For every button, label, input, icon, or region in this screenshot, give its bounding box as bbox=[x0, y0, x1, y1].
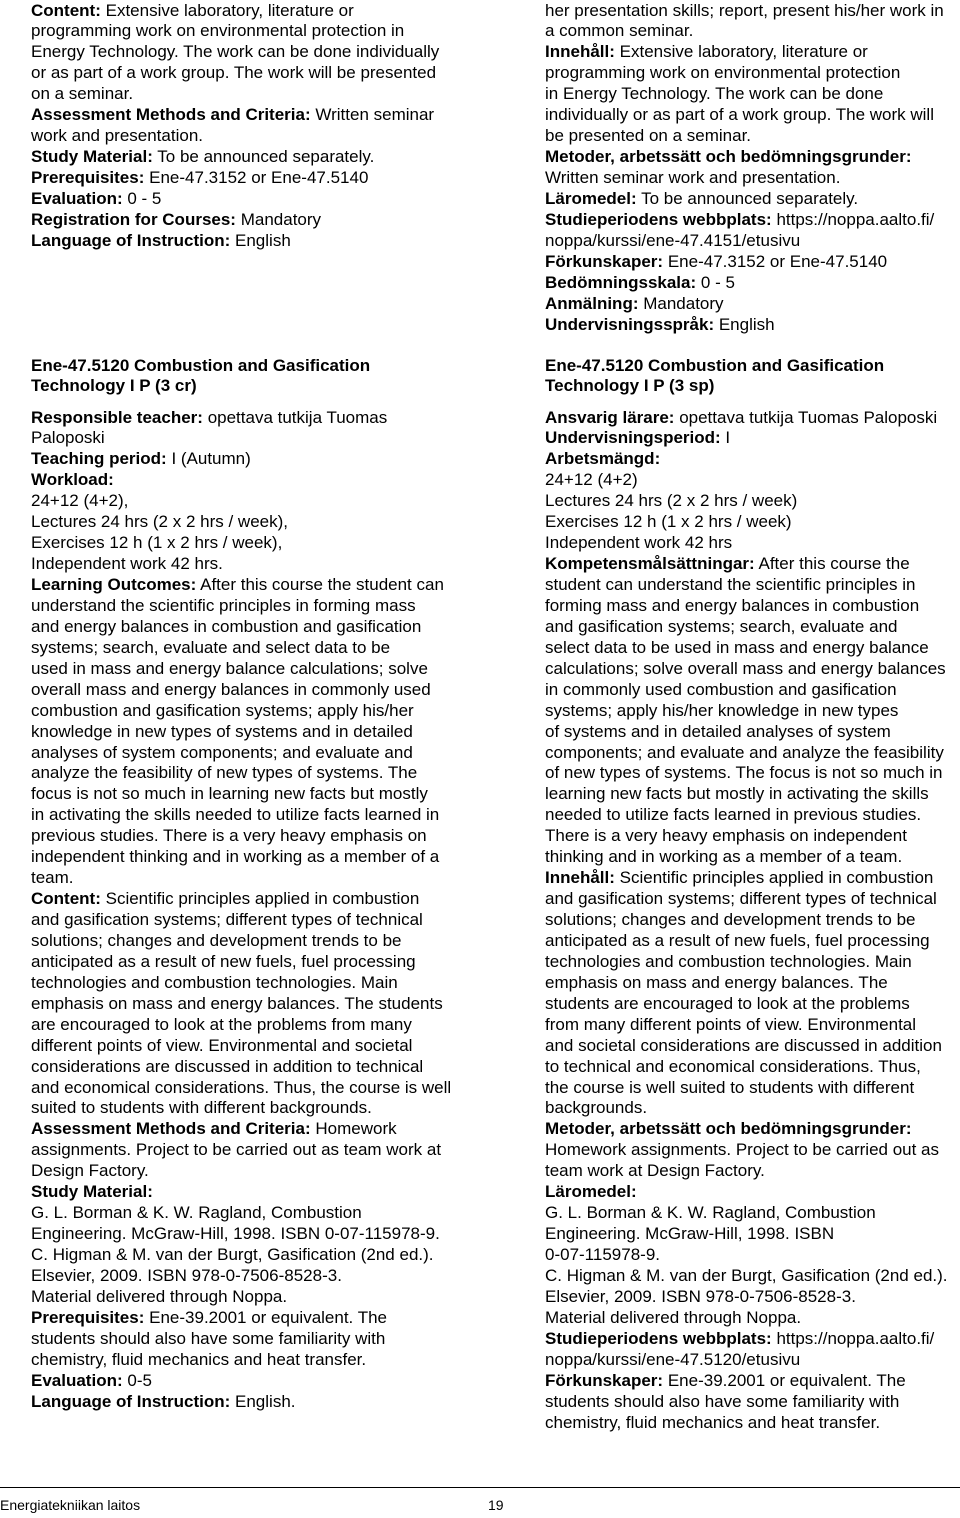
field-value: 0 - 5 bbox=[127, 188, 162, 208]
text-line: focus is not so much in learning new facts but mostly bbox=[31, 784, 428, 804]
text-line: Design Factory. bbox=[31, 1161, 149, 1181]
text-line: different points of view. Environmental and societal bbox=[31, 1035, 413, 1055]
field-label: Metoder, arbetssätt och bedömningsgrunder: bbox=[545, 147, 912, 167]
text-line bbox=[545, 868, 948, 889]
text-line bbox=[31, 168, 439, 189]
field-value: Extensive laboratory, literature or bbox=[619, 42, 868, 62]
text-line bbox=[31, 575, 451, 596]
text-line: thinking and in working as a member of a team. bbox=[545, 847, 903, 867]
text-line: emphasis on mass and energy balances. The bbox=[545, 972, 888, 992]
footer-department: Energiatekniikan laitos bbox=[0, 1497, 141, 1513]
text-line: solutions; changes and development trends to be bbox=[545, 910, 916, 929]
text-line: team. bbox=[31, 868, 74, 888]
text-line: work and presentation. bbox=[31, 126, 203, 146]
text-line: noppa/kurssi/ene-47.5120/etusivu bbox=[545, 1349, 801, 1369]
text-line bbox=[31, 1371, 451, 1392]
text-line: in Energy Technology. The work can be done bbox=[545, 84, 884, 104]
text-line: Elsevier, 2009. ISBN 978-0-7506-8528-3. bbox=[545, 1286, 856, 1306]
text-line bbox=[545, 1119, 948, 1140]
text-line: needed to utilize facts learned in previous studies. bbox=[545, 805, 922, 825]
field-label: Förkunskaper: bbox=[545, 1370, 664, 1390]
text-line: and societal considerations are discussed in addition bbox=[545, 1035, 942, 1055]
field-label: Assessment Methods and Criteria: bbox=[31, 1119, 311, 1139]
text-line bbox=[545, 554, 948, 575]
text-line: Ene-47.5120 Combustion and Gasification bbox=[31, 355, 371, 375]
field-value: I bbox=[725, 428, 731, 448]
field-label: Anmälning: bbox=[545, 293, 639, 313]
text-line bbox=[545, 315, 944, 336]
text-line: previous studies. There is a very heavy emphasis on bbox=[31, 826, 427, 846]
text-line: Energy Technology. The work can be done individually bbox=[31, 42, 440, 62]
text-line: used in mass and energy balance calculations; solve bbox=[31, 658, 428, 678]
text-line: are encouraged to look at the problems from many bbox=[31, 1014, 412, 1034]
field-value: https://noppa.aalto.fi/ bbox=[776, 209, 935, 229]
field-value: To be announced separately. bbox=[157, 147, 375, 167]
text-line: chemistry, fluid mechanics and heat transfer. bbox=[31, 1349, 367, 1369]
text-line: assignments. Project to be carried out as team work at bbox=[31, 1140, 442, 1160]
text-line bbox=[545, 273, 944, 294]
field-label: Bedömningsskala: bbox=[545, 272, 697, 292]
swedish-column bbox=[545, 0, 957, 1480]
text-line bbox=[31, 470, 451, 491]
text-line: or as part of a work group. The work will be presented bbox=[31, 63, 437, 83]
text-line: Independent work 42 hrs. bbox=[31, 554, 223, 574]
field-value: Extensive laboratory, literature or bbox=[105, 0, 354, 20]
text-line: 24+12 (4+2), bbox=[31, 491, 129, 511]
field-value: English bbox=[235, 230, 291, 250]
text-line: backgrounds. bbox=[545, 1098, 648, 1118]
text-line: Lectures 24 hrs (2 x 2 hrs / week), bbox=[31, 512, 288, 532]
field-label: Registration for Courses: bbox=[31, 209, 236, 229]
text-line: analyses of system components; and evaluate and bbox=[31, 742, 413, 762]
field-label: Läromedel: bbox=[545, 188, 637, 208]
text-line: select data to be used in mass and energy balance bbox=[545, 637, 929, 657]
text-line: and economical considerations. Thus, the course is well bbox=[31, 1077, 452, 1097]
text-line bbox=[31, 189, 439, 210]
text-line: Engineering. McGraw-Hill, 1998. ISBN bbox=[545, 1224, 835, 1244]
text-line bbox=[31, 231, 439, 252]
field-label: Workload: bbox=[31, 470, 114, 490]
text-line: individually or as part of a work group. The work will bbox=[545, 105, 934, 125]
text-line: student can understand the scientific principles in bbox=[545, 575, 916, 594]
text-line: Material delivered through Noppa. bbox=[545, 1307, 802, 1327]
course-title bbox=[545, 356, 884, 398]
field-value: Mandatory bbox=[643, 293, 724, 313]
page-number: 19 bbox=[488, 1497, 504, 1513]
text-line: and gasification systems; different types of technical bbox=[31, 910, 423, 929]
text-line: calculations; solve overall mass and energy balances bbox=[545, 658, 946, 678]
text-line: There is a very heavy emphasis on independent bbox=[545, 826, 907, 846]
text-line: systems; search, evaluate and select data to be bbox=[31, 637, 391, 657]
field-value: https://noppa.aalto.fi/ bbox=[776, 1328, 935, 1348]
field-label: Förkunskaper: bbox=[545, 251, 664, 271]
text-line: to technical and economical considerations. Thus, bbox=[545, 1056, 921, 1076]
text-line: noppa/kurssi/ene-47.4151/etusivu bbox=[545, 230, 801, 250]
text-line: solutions; changes and development trends to be bbox=[31, 930, 402, 950]
field-value: 0 - 5 bbox=[700, 272, 735, 292]
text-line: components; and evaluate and analyze the feasibility bbox=[545, 742, 944, 762]
field-value: After this course the student can bbox=[200, 575, 444, 594]
field-value: After this course the bbox=[758, 554, 910, 574]
text-line: the course is well suited to students with different bbox=[545, 1077, 915, 1097]
text-line: students should also have some familiarity with bbox=[31, 1328, 386, 1348]
field-label: Innehåll: bbox=[545, 868, 615, 888]
text-line: of systems and in detailed analyses of system bbox=[545, 721, 891, 741]
text-line: and energy balances in combustion and gasification bbox=[31, 616, 422, 636]
english-column bbox=[31, 0, 452, 1480]
field-label: Responsible teacher: bbox=[31, 407, 203, 427]
field-value: 0-5 bbox=[127, 1370, 152, 1390]
text-line bbox=[31, 1308, 451, 1329]
text-line bbox=[545, 294, 944, 315]
field-label: Language of Instruction: bbox=[31, 230, 231, 250]
text-line: team work at Design Factory. bbox=[545, 1161, 765, 1181]
field-label: Prerequisites: bbox=[31, 168, 145, 187]
field-label: Ansvarig lärare: bbox=[545, 407, 675, 427]
field-label: Arbetsmängd: bbox=[545, 449, 661, 469]
text-line: Exercises 12 h (1 x 2 hrs / week) bbox=[545, 512, 792, 532]
text-line: forming mass and energy balances in combustion bbox=[545, 595, 920, 615]
field-label: Assessment Methods and Criteria: bbox=[31, 105, 311, 125]
text-line: Lectures 24 hrs (2 x 2 hrs / week) bbox=[545, 491, 798, 511]
field-value: Ene-39.2001 or equivalent. The bbox=[149, 1307, 387, 1327]
text-line: in activating the skills needed to utilize facts learned in bbox=[31, 805, 440, 825]
text-line: Technology I P (3 sp) bbox=[545, 376, 715, 396]
field-value: I (Autumn) bbox=[171, 449, 251, 469]
text-line: combustion and gasification systems; apply his/her bbox=[31, 700, 414, 720]
field-label: Study Material: bbox=[31, 1182, 153, 1202]
field-label: Evaluation: bbox=[31, 1370, 123, 1390]
text-line bbox=[545, 408, 948, 429]
text-line: C. Higman & M. van der Burgt, Gasification (2nd ed.). bbox=[31, 1245, 434, 1264]
text-line: of new types of systems. The focus is not so much in bbox=[545, 763, 943, 783]
text-line: Exercises 12 h (1 x 2 hrs / week), bbox=[31, 533, 283, 553]
field-label: Kompetensmålsättningar: bbox=[545, 554, 755, 574]
text-line: chemistry, fluid mechanics and heat transfer. bbox=[545, 1412, 881, 1432]
text-line: suited to students with different backgrounds. bbox=[31, 1098, 372, 1118]
text-line: from many different points of view. Environmental bbox=[545, 1014, 917, 1034]
text-line bbox=[545, 252, 944, 273]
text-line: C. Higman & M. van der Burgt, Gasification (2nd ed.). bbox=[545, 1265, 948, 1285]
text-line: Written seminar work and presentation. bbox=[545, 168, 841, 187]
text-line: anticipated as a result of new fuels, fuel processing bbox=[31, 951, 416, 971]
text-line: be presented on a seminar. bbox=[545, 126, 752, 146]
text-line: a common seminar. bbox=[545, 21, 694, 41]
course-details bbox=[31, 408, 451, 1413]
text-line bbox=[545, 189, 944, 210]
text-line bbox=[31, 1119, 451, 1140]
text-line: students should also have some familiarity with bbox=[545, 1391, 900, 1411]
text-line: analyze the feasibility of new types of systems. The bbox=[31, 763, 418, 783]
field-value: English. bbox=[235, 1391, 296, 1411]
field-label: Learning Outcomes: bbox=[31, 575, 197, 594]
field-value: Scientific principles applied in combustion bbox=[619, 868, 934, 888]
field-label: Language of Instruction: bbox=[31, 1391, 231, 1411]
text-line: emphasis on mass and energy balances. The students bbox=[31, 993, 443, 1013]
field-value: Scientific principles applied in combustion bbox=[105, 889, 420, 909]
text-line bbox=[31, 105, 439, 126]
field-label: Studieperiodens webbplats: bbox=[545, 1328, 772, 1348]
previous-course-continuation bbox=[545, 1, 944, 336]
field-value: To be announced separately. bbox=[641, 188, 859, 208]
field-value: Mandatory bbox=[240, 209, 322, 229]
field-label: Läromedel: bbox=[545, 1182, 637, 1202]
text-line: her presentation skills; report, present his/her work in bbox=[545, 0, 944, 20]
text-line: independent thinking and in working as a member of a bbox=[31, 847, 440, 867]
course-title bbox=[31, 356, 370, 398]
field-value: opettava tutkija Tuomas Paloposki bbox=[679, 407, 938, 427]
text-line: in commonly used combustion and gasification bbox=[545, 679, 897, 699]
text-line: Material delivered through Noppa. bbox=[31, 1286, 288, 1306]
text-line bbox=[31, 889, 451, 910]
text-line bbox=[31, 449, 451, 470]
field-label: Studieperiodens webbplats: bbox=[545, 209, 772, 229]
field-value: opettava tutkija Tuomas bbox=[207, 407, 388, 427]
text-line: and gasification systems; different types of technical bbox=[545, 889, 937, 909]
field-label: Content: bbox=[31, 889, 101, 909]
text-line bbox=[545, 42, 944, 63]
text-line bbox=[31, 147, 439, 168]
text-line bbox=[31, 210, 439, 231]
field-value: Ene-39.2001 or equivalent. The bbox=[667, 1370, 906, 1390]
field-label: Evaluation: bbox=[31, 188, 123, 208]
text-line: understand the scientific principles in forming mass bbox=[31, 595, 416, 615]
text-line: G. L. Borman & K. W. Ragland, Combustion bbox=[31, 1203, 362, 1223]
text-line: technologies and combustion technologies. Main bbox=[31, 972, 398, 992]
text-line: programming work on environmental protection in bbox=[31, 21, 405, 41]
text-line: students are encouraged to look at the problems bbox=[545, 993, 910, 1013]
text-line: systems; apply his/her knowledge in new types bbox=[545, 700, 899, 720]
text-line: 24+12 (4+2) bbox=[545, 470, 638, 490]
field-label: Metoder, arbetssätt och bedömningsgrunder: bbox=[545, 1119, 912, 1139]
field-label: Innehåll: bbox=[545, 42, 615, 62]
text-line: Technology I P (3 cr) bbox=[31, 376, 197, 396]
text-line bbox=[545, 1329, 948, 1350]
text-line bbox=[31, 1182, 451, 1203]
text-line: programming work on environmental protection bbox=[545, 63, 901, 83]
field-value: English bbox=[718, 314, 775, 334]
field-label: Study Material: bbox=[31, 147, 153, 167]
text-line bbox=[545, 1182, 948, 1203]
field-label: Content: bbox=[31, 0, 101, 20]
text-line: Ene-47.5120 Combustion and Gasification bbox=[545, 355, 885, 375]
previous-course-continuation bbox=[31, 1, 439, 252]
text-line: and gasification systems; search, evaluate and bbox=[545, 616, 898, 636]
text-line: learning new facts but mostly in activating the skills bbox=[545, 784, 929, 804]
field-label: Prerequisites: bbox=[31, 1307, 145, 1327]
text-line: knowledge in new types of systems and in detailed bbox=[31, 721, 413, 741]
text-line bbox=[31, 1392, 451, 1413]
text-line: 0-07-115978-9. bbox=[545, 1245, 660, 1264]
text-line: Elsevier, 2009. ISBN 978-0-7506-8528-3. bbox=[31, 1265, 342, 1285]
field-value: Ene-47.3152 or Ene-47.5140 bbox=[667, 251, 888, 271]
field-label: Undervisningsperiod: bbox=[545, 428, 721, 448]
text-line: on a seminar. bbox=[31, 84, 134, 104]
text-line: technologies and combustion technologies. Main bbox=[545, 951, 912, 971]
text-line bbox=[31, 408, 451, 429]
text-line: Homework assignments. Project to be carried out as bbox=[545, 1140, 940, 1160]
field-value: Ene-47.3152 or Ene-47.5140 bbox=[149, 168, 369, 187]
text-line: considerations are discussed in addition to technical bbox=[31, 1056, 424, 1076]
field-value: Homework bbox=[315, 1119, 397, 1139]
text-line: Engineering. McGraw-Hill, 1998. ISBN 0-07-115978-9. bbox=[31, 1224, 440, 1244]
text-line: overall mass and energy balances in commonly used bbox=[31, 679, 431, 699]
field-label: Undervisningsspråk: bbox=[545, 314, 715, 334]
text-line: G. L. Borman & K. W. Ragland, Combustion bbox=[545, 1203, 876, 1223]
text-line bbox=[545, 147, 944, 168]
text-line bbox=[545, 428, 948, 449]
text-line: anticipated as a result of new fuels, fuel processing bbox=[545, 930, 930, 950]
course-details bbox=[545, 408, 948, 1434]
footer-rule bbox=[0, 1487, 960, 1488]
field-label: Teaching period: bbox=[31, 449, 167, 469]
text-line bbox=[545, 449, 948, 470]
text-line bbox=[31, 1, 439, 22]
text-line: Independent work 42 hrs bbox=[545, 533, 733, 553]
field-value: Written seminar bbox=[315, 105, 435, 125]
text-line: Paloposki bbox=[31, 428, 105, 448]
text-line bbox=[545, 210, 944, 231]
text-line bbox=[545, 1371, 948, 1392]
